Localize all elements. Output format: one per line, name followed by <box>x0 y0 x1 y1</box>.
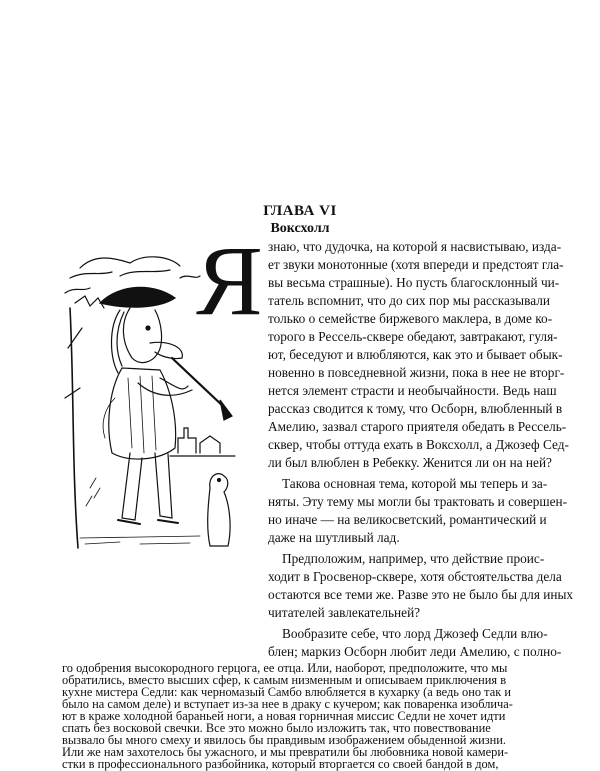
text-line: ходит в Гросвенор-сквере, хотя обстоятельства дела <box>268 569 562 584</box>
text-line: Или же нам захотелось бы ужасного, и мы превратили бы любовника новой камери- <box>62 745 509 759</box>
text-line: ет звуки монотонные (хотя впереди и предстоят гла- <box>268 257 564 272</box>
text-line: ют, беседуют и влюбляются, как это и бывает обык- <box>268 347 563 362</box>
text-line: вы весьма страшные). Но пусть благосклонный чи- <box>268 275 560 290</box>
text-line: сквер, чтобы оттуда ехать в Воксхолл, а Джозеф Сед- <box>268 437 569 452</box>
text-line: было на самом деле) и вступает из-за нее в драку с кучером; как поваренка изоблича- <box>62 697 513 711</box>
text-line: ют в краже холодной бараньей ноги, а новая горничная миссис Седли не хочет идти <box>62 709 506 723</box>
text-line: знаю, что дудочка, на которой я насвистываю, изда- <box>268 239 562 254</box>
text-line: Предположим, например, что действие проис- <box>282 551 545 566</box>
text-line: татель вспомнит, что до сих пор мы рассказывали <box>268 293 550 308</box>
text-line: торого в Рессель-сквере обедают, завтракают, гуля- <box>268 329 558 344</box>
text-line: только о семействе биржевого маклера, в доме ко- <box>268 311 553 326</box>
text-line: Такова основная тема, которой мы теперь и за- <box>282 476 548 491</box>
text-line: блен; маркиз Осборн любит леди Амелию, с полно- <box>268 644 562 659</box>
text-line: няты. Эту тему мы могли бы трактовать и совершен- <box>268 494 568 509</box>
text-line: рассказ сводится к тому, что Осборн, влюбленный в <box>268 401 563 416</box>
text-line: читателей завлекательней? <box>268 605 421 620</box>
text-line: кухне мистера Седли: как черномазый Самбо влюбляется в кухарку (а ведь оно так и <box>62 685 511 699</box>
text-line: го одобрения высокородного герцога, ее отца. Или, наоборот, предположите, что мы <box>62 661 508 675</box>
text-line: вызвало бы много смеху и явилось бы правдивым изображением обыденной жизни. <box>62 733 506 747</box>
text-line: Вообразите себе, что лорд Джозеф Седли влю- <box>282 626 548 641</box>
text-line: даже на шутливый лад. <box>268 530 400 545</box>
text-line: Амелию, зазвал старого приятеля обедать в Рессель- <box>268 419 567 434</box>
text-line: остаются все теми же. Разве это не было бы для иных <box>268 587 574 602</box>
text-line: но иначе — на великосветский, романтический и <box>268 512 547 527</box>
chapter-subtitle: Воксхолл <box>270 221 330 236</box>
chapter-title: ГЛАВА VI <box>263 203 337 219</box>
text-line: нется элемент страсти и необычайности. Ведь наш <box>268 383 557 398</box>
text-line: новенно в повседневной жизни, пока в нее не вторг- <box>268 365 565 380</box>
text-line: обратились, вместо высших сфер, к самым низменным и описываем приключения в <box>62 673 507 687</box>
drop-cap: Я <box>196 225 263 336</box>
text-line: спать без восковой свечки. Все это можно было изложить так, что повествование <box>62 721 491 735</box>
text-line: стки в профессионального разбойника, который вторгается со своей бандой в дом, <box>62 757 499 771</box>
text-line: ли был влюблен в Ребекку. Женится ли он на ней? <box>268 455 552 470</box>
